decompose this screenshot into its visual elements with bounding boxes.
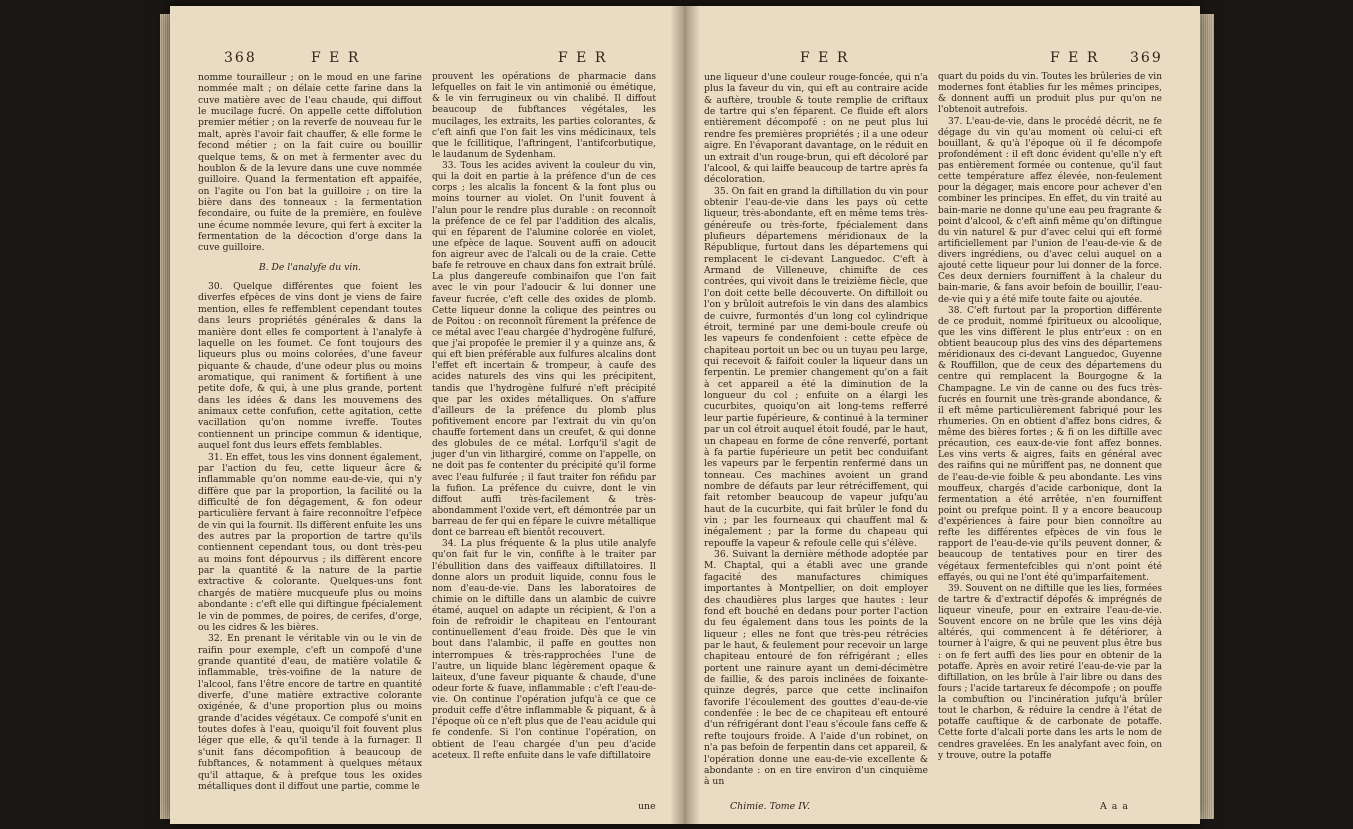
paragraph: 36. Suivant la dernière méthode adoptée par M. Chaptal, qui a établi avec une grande fagacité des manufactures chimiques importantes à Montpellier, on doit employer des chaudières plus larges que hautes : leur fond eft bouché en dedans pour porter l'action du feu également dans tous les points de la liqueur ; elles ne font que très-peu rétrécies par le haut, & feulement pour recevoir un large chapiteau entouré de fon réfrigérant ; elles portent une rainure ayant un demi-décimètre de faillie, & des parois inclinées de foixante-quinze degrés, parce que cette inclinaifon favorife l'écoulement des gouttes d'eau-de-vie condenfée : le bec de ce chapiteau eft entouré d'un réfrigérant dont l'eau s'écoule fans ceffe & refte toujours froide. A l'aide d'un robinet, on n'a pas befoin de ferpentin dans cet appareil, & l'opération donne une eau-de-vie excellente & abondante : on en tire environ d'un cinquième à un [704, 549, 928, 788]
left-page-column-2 [432, 72, 656, 762]
left-page-number: 368 [224, 50, 257, 66]
left-head-title-2: F E R [558, 50, 608, 66]
paragraph: 35. On fait en grand la diftillation du vin pour obtenir l'eau-de-vie dans les pays où cette liqueur, très-abondante, eft en même tems très-généreufe ou très-forte, fpécialement dans plufieurs départemens méridionaux de la République, furtout dans les départemens qui remplacent le ci-devant Languedoc. C'eft à Armand de Villeneuve, chimifte de ces contrées, qui vivoit dans le treizième fiècle, que l'on doit cette belle découverte. On diftilloit ou l'on y brûloit autrefois le vin dans des alambics de cuivre, furmontés d'un long col cylindrique étroit, terminé par une demi-boule creufe où les vapeurs fe condenfoient : cette efpèce de chapiteau portoit un bec ou un tuyau peu large, qui recevoit & faifoit couler la liqueur dans un ferpentin. Le premier changement qu'on a fait à cet appareil a été la diminution de la longueur du col ; enfuite on a élargi les cucurbites, quoiqu'on ait long-tems refferré leur partie fupérieure, & continué à la terminer par un col étroit auquel étoit foudé, par le haut, un chapeau en forme de cône renverfé, portant à fa partie fupérieure un petit bec conduifant les vapeurs par le ferpentin renfermé dans un tonneau. Ces machines avoient un grand nombre de défauts par leur rétréciffement, qui fait retomber beaucoup de vapeur jufqu'au haut de la cucurbite, qui fait brûler le fond du vin ; par les fourneaux qui chauffent mal & inégalement ; par la forme du chapeau qui repouffe la vapeur & refoule celle qui s'élève. [704, 185, 928, 549]
left-head-title-1: F E R [311, 50, 361, 66]
right-page [700, 6, 1182, 824]
paragraph: 33. Tous les acides avivent la couleur du vin, qui la doit en partie à la préfence d'un de ces corps ; les alcalis la foncent & la font plus ou moins tourner au violet. On l'unit fouvent à l'alun pour le rendre plus durable : on reconnoît la préfence de ce fel par l'addition des alcalis, qui en féparent de l'alumine colorée en violet, une efpèce de laque. Souvent auffi on adoucit fon aigreur avec de l'alcali ou de la craie. Cette bafe fe retrouve en chaux dans fon extrait brûlé. La plus dangereufe combinaifon que l'on fait avec le vin pour l'adoucir & lui donner une faveur fucrée, c'eft celle des oxides de plomb. Cette liqueur donne la colique des peintres ou de Poitou : on reconnoît fûrement la préfence de ce métal avec l'eau chargée d'hydrogène fulfuré, que j'ai propofée le premier il y a quinze ans, & qui eft bien préférable aux fulfures alcalins dont l'effet eft incertain & trompeur, à caufe des acides naturels des vins qui les précipitent, tandis que l'hydrogène fulfuré n'eft précipité que par les oxides métalliques. On s'affure d'ailleurs de la préfence du plomb plus pofitivement encore par l'extrait du vin qu'on chauffe fortement dans un creufet, & qui donne des globules de ce métal. Lorfqu'il s'agit de juger d'un vin lithargiré, comme on l'appelle, on ne doit pas fe contenter du précipité qu'il forme avec l'eau fulfurée ; il faut traiter fon réfidu par la fufion. La préfence du cuivre, dont le vin diffout auffi très-facilement & très-abondamment l'oxide vert, eft démontrée par un barreau de fer qui en fépare le cuivre métallique dont ce barreau eft bientôt recouvert. [432, 161, 656, 539]
paragraph: quart du poids du vin. Toutes les brûleries de vin modernes font établies fur les mêmes principes, & donnent auffi un produit plus pur qu'on ne l'obtenoit autrefois. [938, 72, 1162, 116]
book-spread [170, 6, 1200, 824]
page-edges-right [1200, 14, 1214, 819]
paragraph: 34. La plus fréquente & la plus utile analyfe qu'on fait fur le vin, confifte à le traiter par l'ébullition dans des vaiffeaux diftillatoires. Il donne alors un produit liquide, connu fous le nom d'eau-de-vie. Dans les laboratoires de chimie on le diftille dans un alambic de cuivre étamé, auquel on adapte un récipient, & l'on a foin de refroidir le chapiteau en l'entourant continuellement d'eau froide. Dès que le vin bout dans l'alambic, il paffe en gouttes non interrompues & très-rapprochées l'une de l'autre, un liquide blanc légèrement opaque & laiteux, d'une faveur piquante & chaude, d'une odeur forte & fuave, inflammable : c'eft l'eau-de-vie. On continue l'opération jufqu'à ce que ce produit ceffe d'être inflammable & piquant, & à l'époque où ce n'eft plus que de l'eau acidule qui fe condenfe. Si l'on continue l'opération, on obtient de l'eau chargée d'un peu d'acide aceteux. Il refte enfuite dans le vafe diftillatoire [432, 539, 656, 761]
paragraph: 31. En effet, tous les vins donnent également, par l'action du feu, cette liqueur âcre & inflammable qu'on nomme eau-de-vie, qui n'y diffère que par la proportion, la facilité ou la difficulté de fon dégagement, & fon odeur particulière fervant à faire reconnoître l'efpèce de vin qui la fournit. Ils diffèrent enfuite les uns des autres par la proportion de tartre qu'ils contiennent cependant tous, ou dont très-peu au moins font dépourvus ; ils diffèrent encore par la quantité & la nature de la partie extractive & colorante. Quelques-uns font chargés de matière mucqueufe plus ou moins abondante : c'eft elle qui diftingue fpécialement le vin de pommes, de poires, de cerifes, d'orge, ou les cidres & les bières. [198, 451, 422, 633]
left-page-column-1 [198, 72, 422, 792]
paragraph: 38. C'eft furtout par la proportion différente de ce produit, nommé fpiritueux ou alcoolique, que les vins diffèrent le plus entr'eux : on en obtient beaucoup plus des vins des départemens méridionaux des ci-devant Languedoc, Guyenne & Rouffillon, que de ceux des départemens du centre qui remplacent la Bourgogne & la Champagne. Le vin de canne ou des fucs très-fucrés en fournit une très-grande abondance, & il eft même particulièrement fabriqué pour les rhumeries. On en obtient d'affez bons cidres, & même des bières fortes ; & fi on les diftille avec précaution, ces eaux-de-vie font affez bonnes. Les vins verts & aigres, faits en général avec des raifins qui ne mûriffent pas, ne donnent que de l'eau-de-vie foible & peu abondante. Les vins mouffeux, chargés d'acide carbonique, dont la fermentation a été arrêtée, n'en fourniffent point ou prefque point. Il y a encore beaucoup d'expériences à faire pour bien connoître au refte les différentes efpèces de vin fous le rapport de l'eau-de-vie qu'ils peuvent donner, & beaucoup de tentatives pour en tirer des végétaux fermentefcibles qui n'ont point été effayés, ou qui ne l'ont été qu'imparfaitement. [938, 305, 1162, 583]
section-subheading: B. De l'analyfe du vin. [258, 261, 362, 273]
paragraph: nomme tourailleur ; on le moud en une farine nommée malt ; on délaie cette farine dans la cuve matière avec de l'eau chaude, qui diffout le mucilage fucré. On appelle cette diffolution premier métier ; on la reverfe de nouveau fur le malt, après l'avoir fait chauffer, & elle forme le fecond métier ; on la fait cuire ou bouillir quelque tems, & on met à fermenter avec du houblon & de la levure dans une cuve nommée guilloire. Quand la fermentation eft appaifée, on l'agite ou l'on bat la guilloire ; on tire la bière dans des tonneaux : la fermentation fecondaire, ou fuite de la première, en foulève une écume nommée levure, qui fert à exciter la fermentation de la décoction d'orge dans la cuve guilloire. [198, 72, 422, 254]
signature-mark: A a a [1100, 801, 1129, 812]
right-page-column-2 [938, 72, 1162, 762]
paragraph: 39. Souvent on ne diftille que les lies, formées de tartre & d'extractif dépofés & imprégnés de liqueur vineufe, pour en extraire l'eau-de-vie. Souvent encore on ne brûle que les vins déjà altérés, qui commencent à fe détériorer, à tourner à l'aigre, & qui ne peuvent plus être bus : on fe fert auffi des lies pour en obtenir de la potaffe. Après en avoir retiré l'eau-de-vie par la diftillation, on les brûle à l'air libre ou dans des fours ; l'acide tartareux fe décompofe ; on pouffe la combuftion ou l'incinération jufqu'à brûler tout le charbon, & réduire la cendre à l'état de potaffe cauftique & de carbonate de potaffe. Cette forte d'alcali porte dans les arts le nom de cendres gravelées. En les analyfant avec foin, on y trouve, outre la potaffe [938, 583, 1162, 761]
right-head-title-1: F E R [800, 50, 850, 66]
right-head-title-2: F E R [1050, 50, 1100, 66]
paragraph: 30. Quelque différentes que foient les diverfes efpèces de vins dont je viens de faire mention, elles fe reffemblent cependant toutes dans leurs propriétés générales & dans la manière dont elles fe comportent à l'analyfe à laquelle on les foumet. Ce font toujours des liqueurs plus ou moins colorées, d'une faveur piquante & chaude, d'une odeur plus ou moins aromatique, qui raniment & fortifient à une petite dofe, & qui, à une plus grande, portent dans les idées & dans les mouvemens des animaux cette confufion, cette agitation, cette vacillation qu'on nomme ivreffe. Toutes contiennent un principe commun & identique, auquel font dus leurs effets femblables. [198, 281, 422, 452]
paragraph: prouvent les opérations de pharmacie dans lefquelles on fait le vin antimonié ou émétique, & le vin ferrugineux ou vin chalibé. Il diffout beaucoup de fubftances végétales, les mucilages, les extraits, les parties colorantes, & c'eft ainfi que l'on fait les vins médicinaux, tels que le fcillitique, l'aftringent, l'antifcorbutique, le laudanum de Sydenham. [432, 72, 656, 160]
left-page [188, 6, 670, 824]
book-gutter [670, 6, 700, 824]
right-page-column-1 [704, 72, 928, 788]
paragraph: une liqueur d'une couleur rouge-foncée, qui n'a plus la faveur du vin, qui eft au contraire acide & auftère, trouble & toute remplie de criftaux de tartre qui s'en féparent. Ce fluide eft alors entièrement décompofé : on ne peut plus lui rendre fes premières propriétés ; il a une odeur aigre. En l'évaporant davantage, on le réduit en un extrait d'un rouge-brun, qui eft décoloré par l'alcool, & qui laiffe beaucoup de tartre après fa décoloration. [704, 72, 928, 186]
catchword: une [638, 801, 656, 812]
page-footer: Chimie. Tome IV. [730, 801, 811, 812]
right-page-number: 369 [1130, 50, 1163, 66]
paragraph: 32. En prenant le véritable vin ou le vin de raifin pour exemple, c'eft un compofé d'une grande quantité d'eau, de matière volatile & inflammable, très-voifine de la nature de l'alcool, fans l'être encore de tartre en quantité diverfe, d'une matière extractive colorante oxigénée, & d'une proportion plus ou moins grande d'acides végétaux. Ce compofé s'unit en toutes dofes à l'eau, quoiqu'il foit fouvent plus léger que elle, & qu'il tende à la furnager. Il s'unit fans décompofition à beaucoup de fubftances, & notamment à quelques métaux qu'il attaque, & à prefque tous les oxides métalliques dont il diffout une partie, comme le [198, 633, 422, 792]
paragraph: 37. L'eau-de-vie, dans le procédé décrit, ne fe dégage du vin qu'au moment où celui-ci eft bouillant, & qu'à l'époque où il fe décompofe profondément : il eft donc évident qu'elle n'y eft pas entièrement formée ou contenue, qu'il faut cette température affez élevée, non-feulement pour la dégager, mais encore pour achever d'en combiner les principes. En effet, du vin traité au bain-marie ne donne qu'une eau peu fragrante & point d'alcool, & c'eft ainfi même qu'on diftingue du vin naturel & pur d'avec celui qui eft formé artificiellement par l'union de l'eau-de-vie & de divers ingrédiens, ou d'avec celui auquel on a ajouté cette liqueur pour lui donner de la force. Ces deux derniers fourniffent à la chaleur du bain-marie, & fans avoir befoin de bouillir, l'eau-de-vie qui y a été mife toute faite ou ajoutée. [938, 116, 1162, 305]
